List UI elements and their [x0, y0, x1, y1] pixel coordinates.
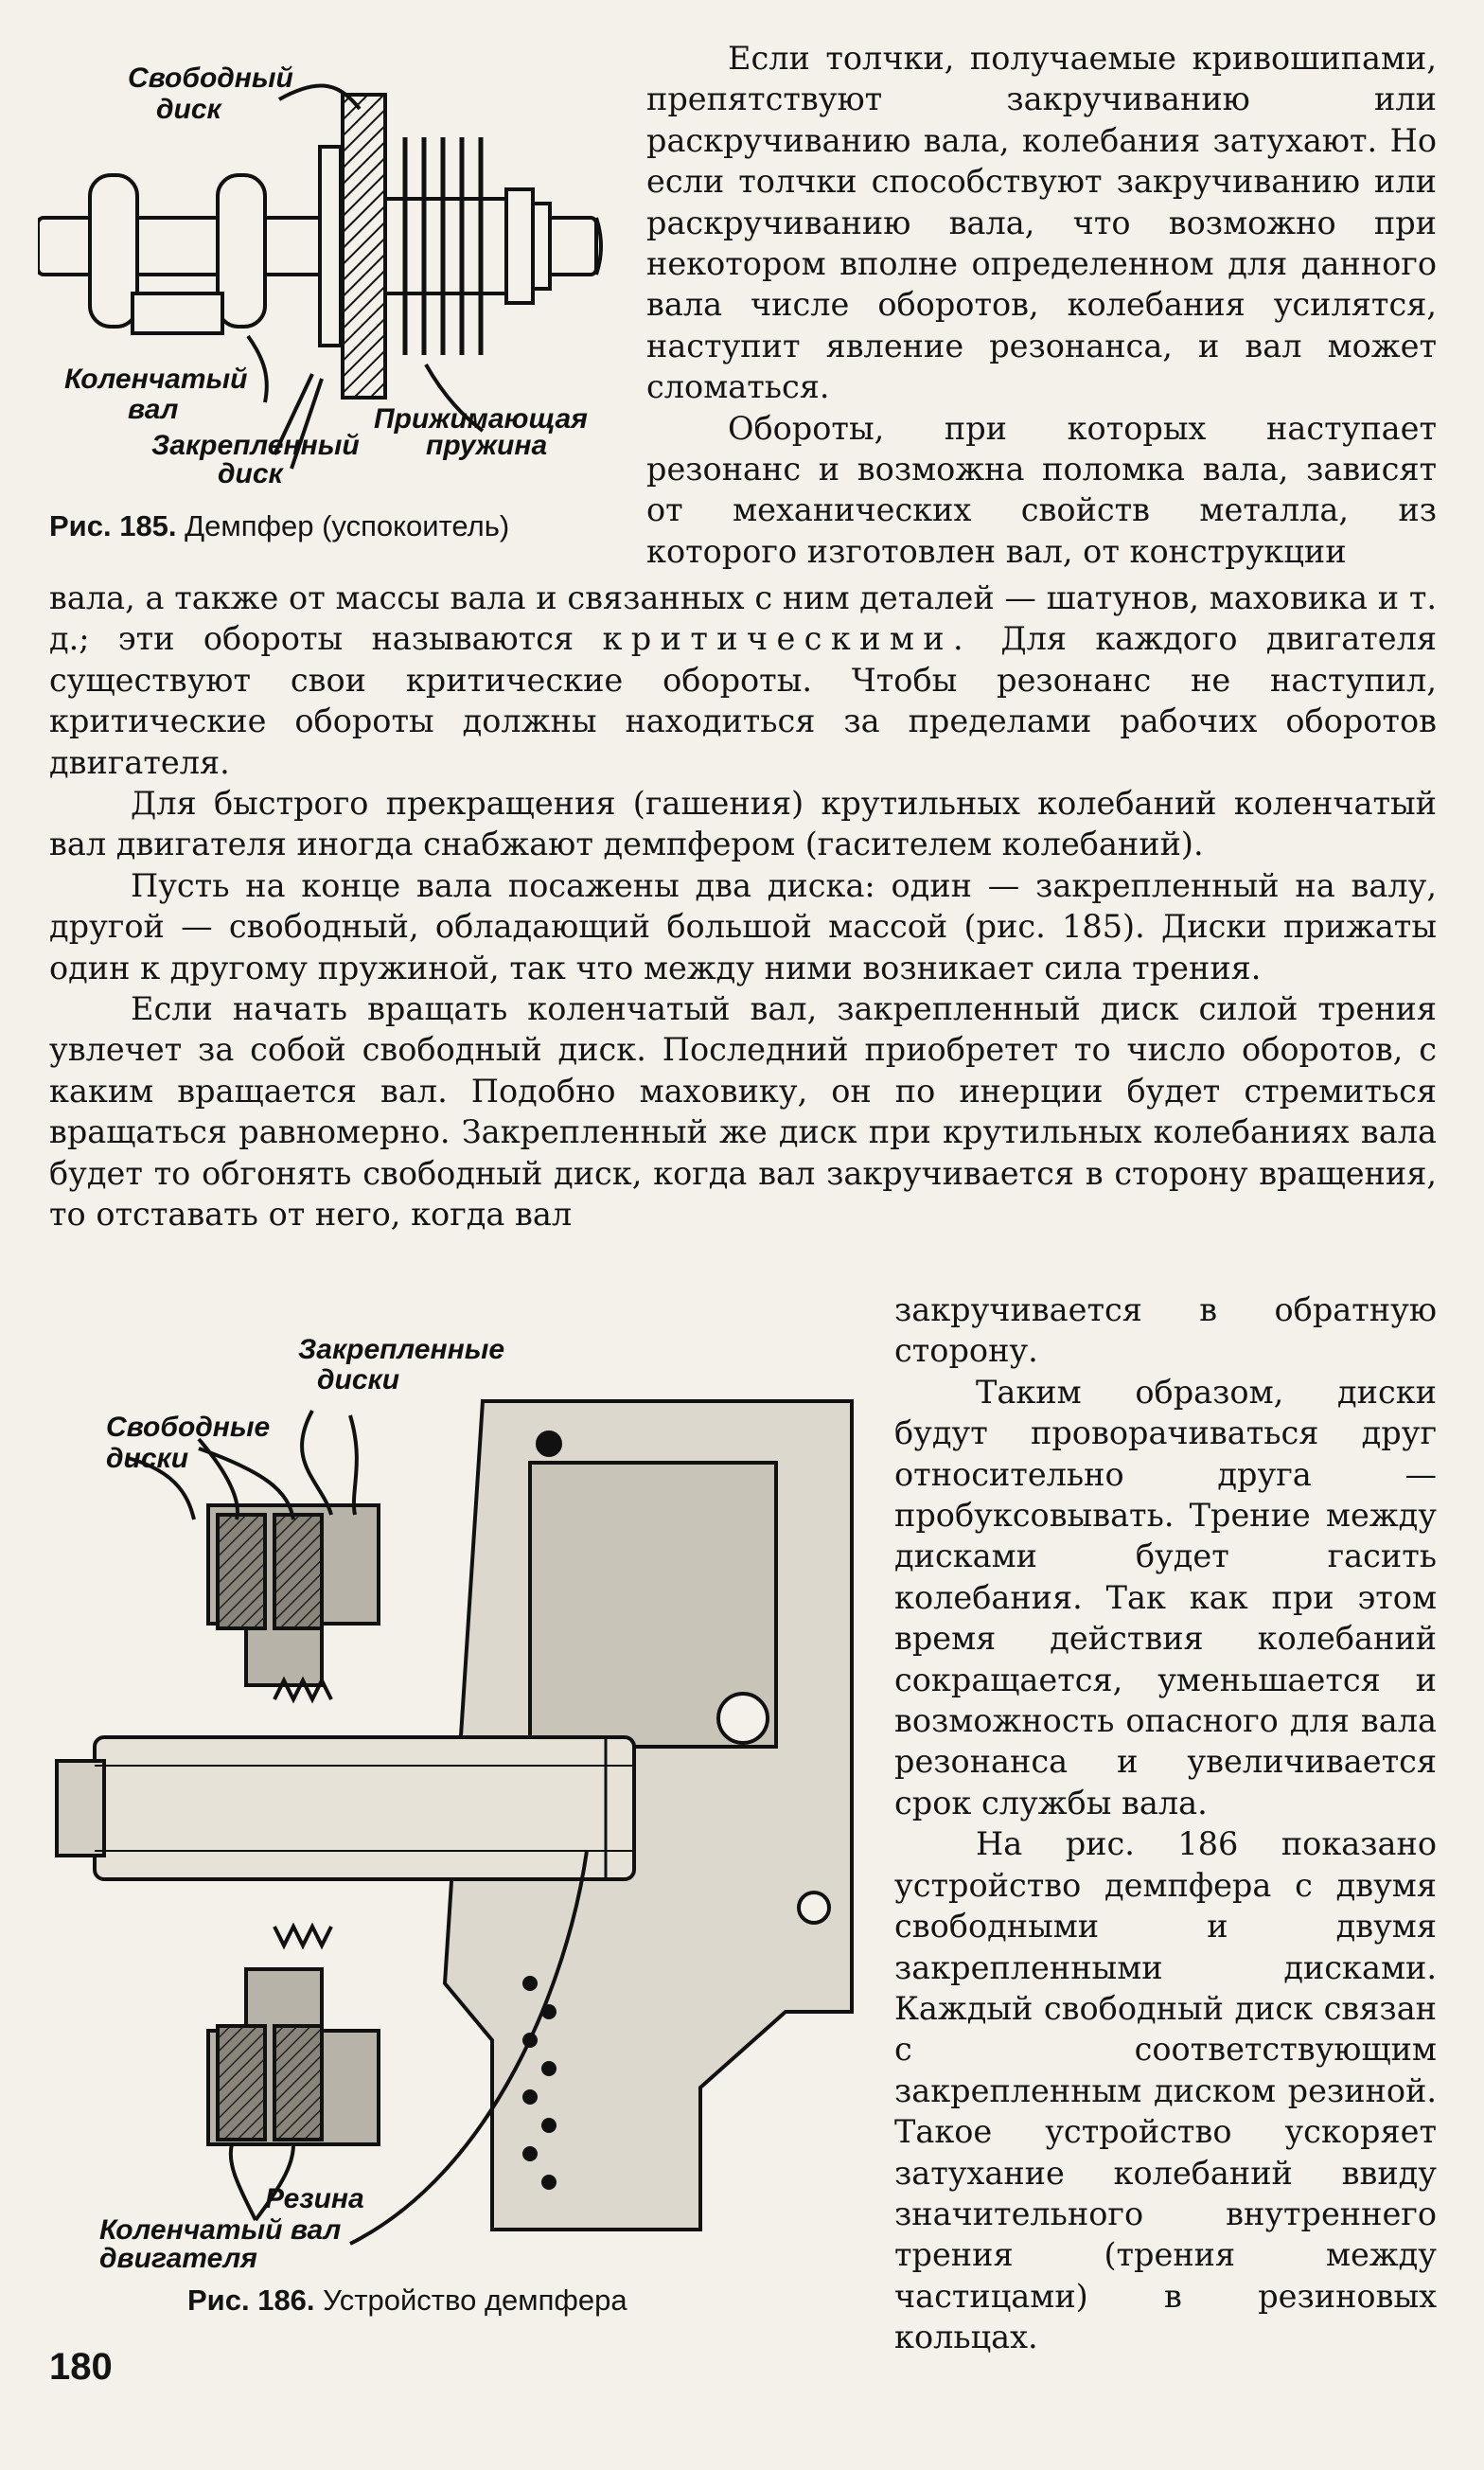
damper-device-drawing: [38, 1321, 861, 2277]
label-free-disks-1: Свободные: [106, 1412, 271, 1443]
label-fixed-disk-2: диск: [218, 458, 283, 489]
p2-part-b: Для каждого двигателя существуют свои критические обороты. Чтобы резонанс не наступил, критические обороты должны находиться за пределами рабочих оборотов двигателя.: [49, 620, 1437, 781]
label-crankshaft-1: Коленчатый: [64, 364, 248, 395]
term-critical: критическими.: [602, 620, 973, 658]
page-number: 180: [49, 2346, 113, 2388]
label-spring-2: пружина: [426, 430, 548, 461]
label-spring-1: Прижимающая: [374, 403, 588, 435]
label-free-disk-1: Свободный: [128, 62, 293, 94]
label-fixed-disk-1: Закрепленный: [151, 430, 360, 461]
label-fixed-disks-2: диски: [317, 1364, 400, 1395]
label-rubber: Резина: [265, 2183, 364, 2214]
paragraph-4: Пусть на конце вала посажены два диска: один — закрепленный на валу, другой — свободный, обладающий большой массой (рис. 185). Диски прижаты один к другому пружиной, так что между ними возникает сила трения.: [49, 866, 1437, 986]
paragraph-6: Таким образом, диски будут проворачиваться друг относительно друга — пробуксовывать. Трение между дисками будет гасить колебания. Так как при этом время действия колебаний сокращается, уменьшается и возможность опасного для вала резонанса и увеличивается срок службы вала.: [894, 1373, 1437, 1821]
paragraph-7: На рис. 186 показано устройство демпфера с двумя свободными и двумя закрепленными дисками. Каждый свободный диск связан с соответствующим закрепленным диском резиной. Такое устройство ускоряет затухание колебаний ввиду значительного внутреннего трения (трения между частицами) в резиновых кольцах.: [894, 1825, 1437, 2356]
figure-186-caption: [187, 2283, 627, 2318]
caption-label: Рис. 185.: [49, 509, 177, 542]
figure-185-caption: [49, 509, 617, 543]
paragraph-2-start: Обороты, при которых наступает резонанс и возможна поломка вала, зависят от механических свойств металла, из которого изготовлен вал, от конструкции: [646, 409, 1437, 570]
caption-text: Демпфер (успокоитель): [185, 509, 510, 542]
label-free-disks-2: диски: [106, 1443, 189, 1474]
figure-185-damper-diagram: [38, 38, 606, 492]
caption-text: Устройство демпфера: [323, 2283, 627, 2317]
paragraph-5: Если начать вращать коленчатый вал, закрепленный диск силой трения увлечет за собой свободный диск. Последний приобретет то число оборотов, с каким вращается вал. Подобно маховику, он по инерции будет стремиться вращаться равномерно. Закрепленный же диск при крутильных колебаниях вала будет то обгонять свободный диск, когда вал закручивается в сторону вращения, то отставать от него, когда вал: [49, 990, 1437, 1234]
label-crankshaft-2: вал: [128, 394, 179, 425]
caption-label: Рис. 186.: [187, 2283, 315, 2317]
paragraph-block-1: [646, 38, 1437, 572]
paragraph-1: Если толчки, получаемые кривошипами, препятствуют закручиванию или раскручиванию вала, колебания затухают. Но если толчки способствуют закручиванию или раскручиванию вала, что возможно при некотором вполне определенном для данного вала числе оборотов, колебания усилятся, наступит явление резонанса, и вал может сломаться.: [646, 40, 1437, 406]
label-free-disk-2: диск: [156, 94, 221, 125]
paragraph-5-end: закручивается в обратную сторону.: [894, 1291, 1437, 1370]
paragraph-block-2: [49, 578, 1437, 1235]
figure-186-damper-device: [38, 1321, 861, 2277]
p2-part-a: вала, а также от массы вала и связанных с ним деталей — шатунов, маховика и т. д.; эти обороты называются: [49, 579, 1437, 658]
label-crankshaft-engine-2: двигателя: [99, 2243, 257, 2274]
paragraph-block-3: [894, 1289, 1437, 2358]
paragraph-2-continuation: [49, 578, 1437, 783]
paragraph-3: Для быстрого прекращения (гашения) крутильных колебаний коленчатый вал двигателя иногда снабжают демпфером (гасителем колебаний).: [49, 785, 1437, 863]
label-crankshaft-engine-1: Коленчатый вал: [99, 2214, 342, 2246]
damper-schematic-drawing: [38, 38, 606, 492]
label-fixed-disks-1: Закрепленные: [298, 1334, 504, 1365]
